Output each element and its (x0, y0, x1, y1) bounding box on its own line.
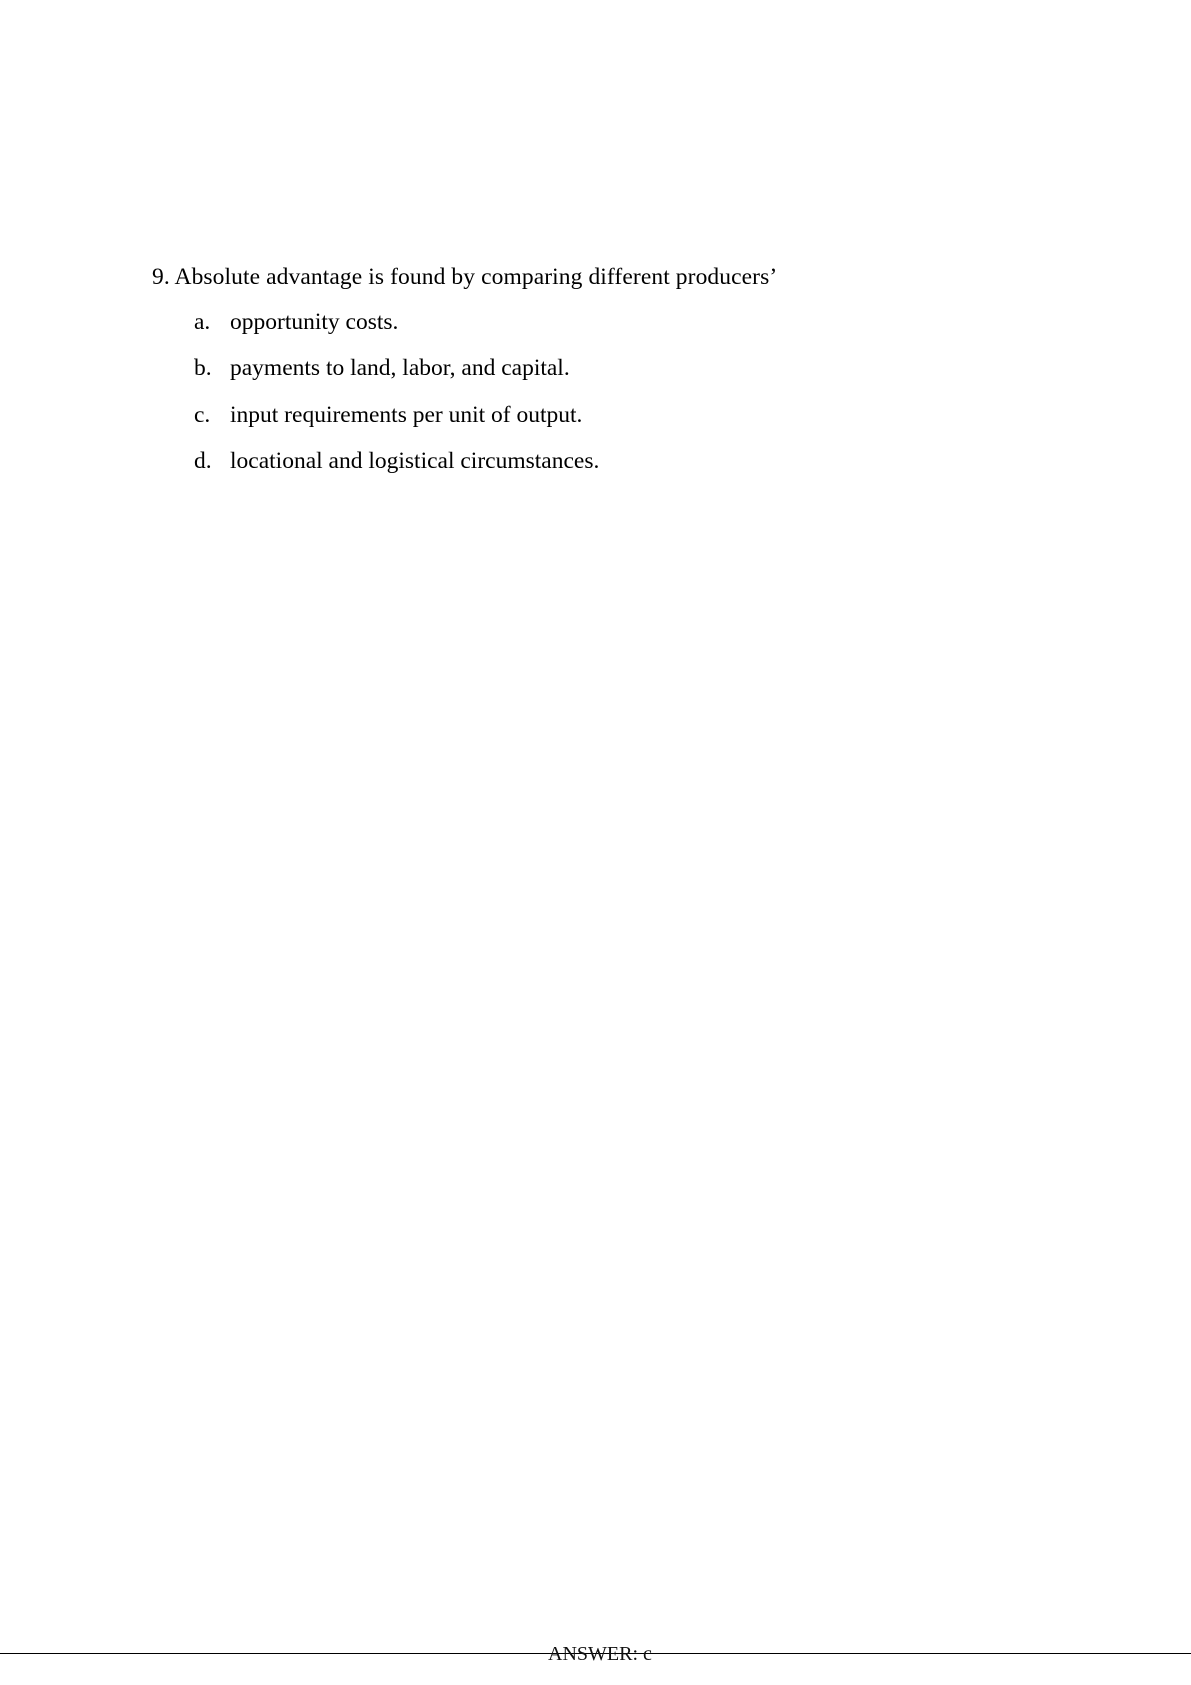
answer-choices-list (152, 308, 1052, 477)
footer-answer-fragment (548, 1643, 848, 1677)
answer-choice-a[interactable] (194, 308, 1052, 337)
choice-text-d: locational and logistical circumstances. (230, 448, 600, 475)
question-9 (152, 262, 1052, 494)
choice-marker-c: c. (194, 401, 211, 428)
question-stem: 9. Absolute advantage is found by comparing different producers’ (152, 264, 778, 290)
choice-text-b: payments to land, labor, and capital. (230, 355, 570, 382)
choice-text-a: opportunity costs. (230, 309, 399, 336)
answer-choice-d[interactable] (194, 447, 1052, 476)
answer-choice-c[interactable] (194, 401, 1052, 430)
footer-answer-text: ANSWER: c (548, 1643, 652, 1665)
answer-choice-b[interactable] (194, 354, 1052, 383)
choice-marker-a: a. (194, 309, 211, 336)
choice-text-c: input requirements per unit of output. (230, 401, 583, 428)
choice-marker-b: b. (194, 355, 212, 382)
choice-marker-d: d. (194, 448, 212, 475)
